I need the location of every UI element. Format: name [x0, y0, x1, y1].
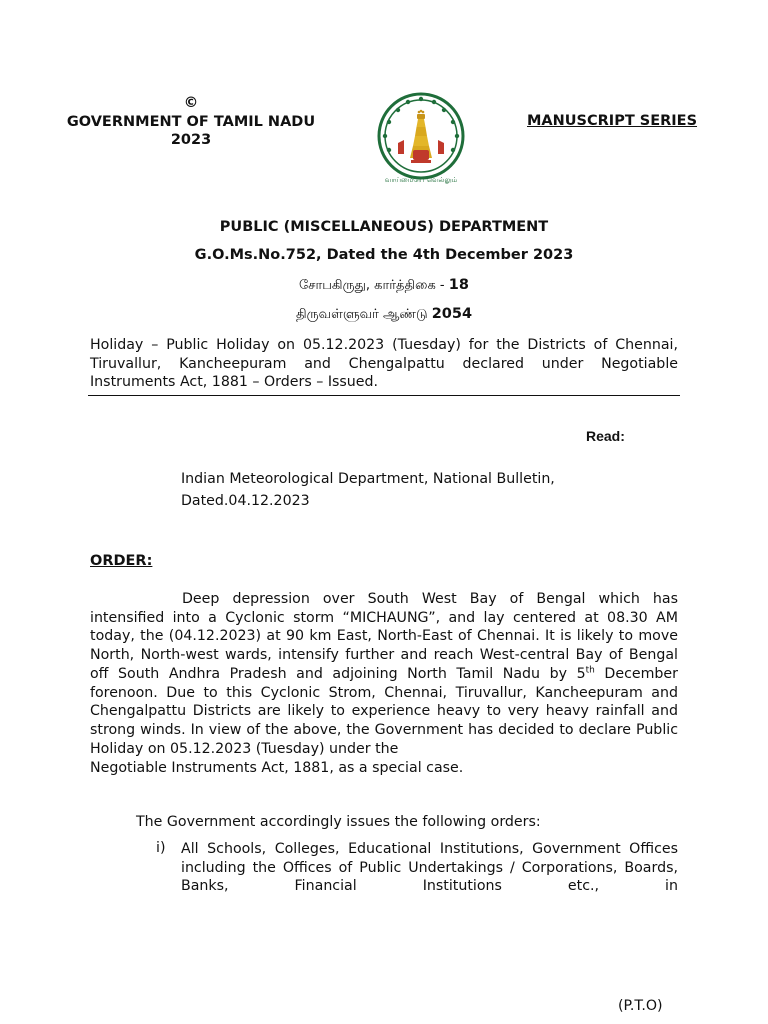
order-paragraph-part-2: December forenoon. Due to this Cyclonic Strom, Chennai, Tiruvallur, Kancheepuram and Chengalpattu Districts are likely to experience heavy to very heavy rainfall and strong winds. In view of the above, the Government has decided to declare Public Holiday on 05.12.2023 (Tuesday) under the — [90, 665, 678, 757]
tamil-month-label: சோபகிருது, கார்த்திகை - — [299, 278, 449, 293]
reference — [181, 469, 611, 512]
issuer-block — [60, 94, 322, 150]
tamil-date-line — [0, 277, 768, 294]
copyright-year: 2023 — [170, 132, 212, 148]
subject-divider — [88, 395, 680, 396]
reference-line-1: Indian Meteorological Department, National Bulletin, — [181, 471, 555, 487]
reference-line-2: Dated.04.12.2023 — [181, 492, 310, 509]
order-heading: ORDER: — [90, 553, 153, 569]
tamil-year: 2054 — [431, 306, 473, 322]
order-paragraph — [90, 590, 678, 758]
department-title: PUBLIC (MISCELLANEOUS) DEPARTMENT — [219, 219, 549, 235]
order-item-number: i) — [156, 840, 166, 856]
tamil-year-label: திருவள்ளுவர் ஆண்டு — [295, 307, 432, 322]
manuscript-series: MANUSCRIPT SERIES — [527, 113, 698, 129]
copyright-symbol: © — [183, 95, 199, 111]
order-paragraph-superscript: th — [585, 665, 595, 676]
read-label: Read: — [586, 428, 625, 444]
orders-intro: The Government accordingly issues the following orders: — [136, 814, 541, 830]
go-number: G.O.Ms.No.752, Dated the 4th December 2023 — [194, 247, 574, 263]
tamil-month-day: 18 — [448, 277, 469, 293]
tamil-year-line — [0, 306, 768, 323]
page-turn-over: (P.T.O) — [618, 998, 663, 1014]
order-item-text: All Schools, Colleges, Educational Institutions, Government Offices including the Offices of Public Undertakings / Corporations, Boards, Banks, Financial Institutions etc., in — [181, 841, 678, 895]
order-paragraph-last-line: Negotiable Instruments Act, 1881, as a special case. — [90, 760, 464, 776]
tamil-nadu-emblem-icon — [368, 90, 474, 190]
order-paragraph-part-1: Deep depression over South West Bay of Bengal which has intensified into a Cyclonic storm “MICHAUNG”, and lay centered at 08.30 AM today, the (04.12.2023) at 90 km East, North-East of Chennai. It is likely to move North, North-west wards, intensify further and reach West-central Bay of Bengal off South Andhra Pradesh and adjoining North Tamil Nadu by 5 — [90, 591, 678, 682]
government-name: GOVERNMENT OF TAMIL NADU — [66, 113, 316, 130]
subject-text: Holiday – Public Holiday on 05.12.2023 (Tuesday) for the Districts of Chennai, Tiruvallur, Kancheepuram and Chengalpattu declared under Negotiable Instruments Act, 1881 – Orders – Issued. — [90, 337, 678, 391]
emblem-motto: வாய்மையே வெல்லும் — [384, 176, 458, 184]
